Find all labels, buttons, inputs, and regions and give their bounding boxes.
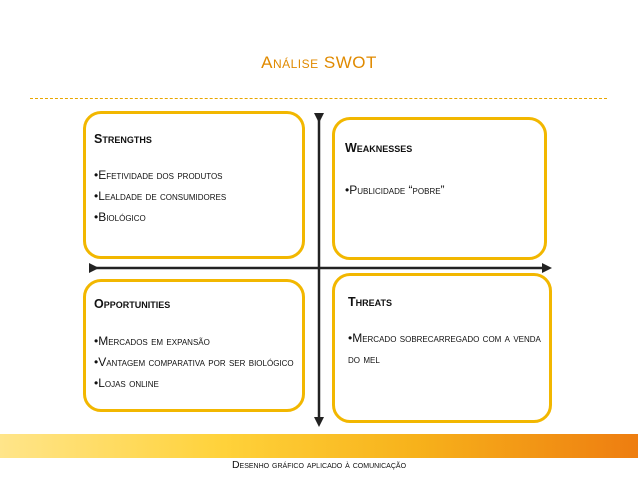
footer-caption: Desenho gráfico aplicado à comunicação xyxy=(231,459,407,471)
list-item: •Publicidade “pobre” xyxy=(345,183,445,197)
list-item: •Lealdade de consumidores xyxy=(94,189,227,203)
strengths-heading: Strengths xyxy=(94,132,152,146)
threats-box xyxy=(332,273,552,423)
page-title: Análise SWOT xyxy=(261,53,377,72)
list-item: •Efetividade dos produtos xyxy=(94,168,223,182)
strengths-list xyxy=(94,165,226,228)
strengths-box xyxy=(83,111,305,259)
weaknesses-box xyxy=(332,117,547,260)
list-item: •Mercado sobrecarregado com a venda do mel xyxy=(348,331,541,366)
list-item: •Biológico xyxy=(94,210,146,224)
weaknesses-heading: Weaknesses xyxy=(345,141,413,155)
threats-heading: Threats xyxy=(348,295,392,309)
opportunities-list xyxy=(94,331,294,394)
opportunities-heading: Opportunities xyxy=(94,297,171,311)
footer-gradient-bar xyxy=(0,434,638,458)
weaknesses-list xyxy=(345,180,445,201)
list-item: •Mercados em expansão xyxy=(94,334,210,348)
threats-list xyxy=(348,328,543,370)
opportunities-box xyxy=(83,279,305,412)
list-item: •Lojas online xyxy=(94,376,159,390)
list-item: •Vantagem comparativa por ser biológico xyxy=(94,355,294,369)
